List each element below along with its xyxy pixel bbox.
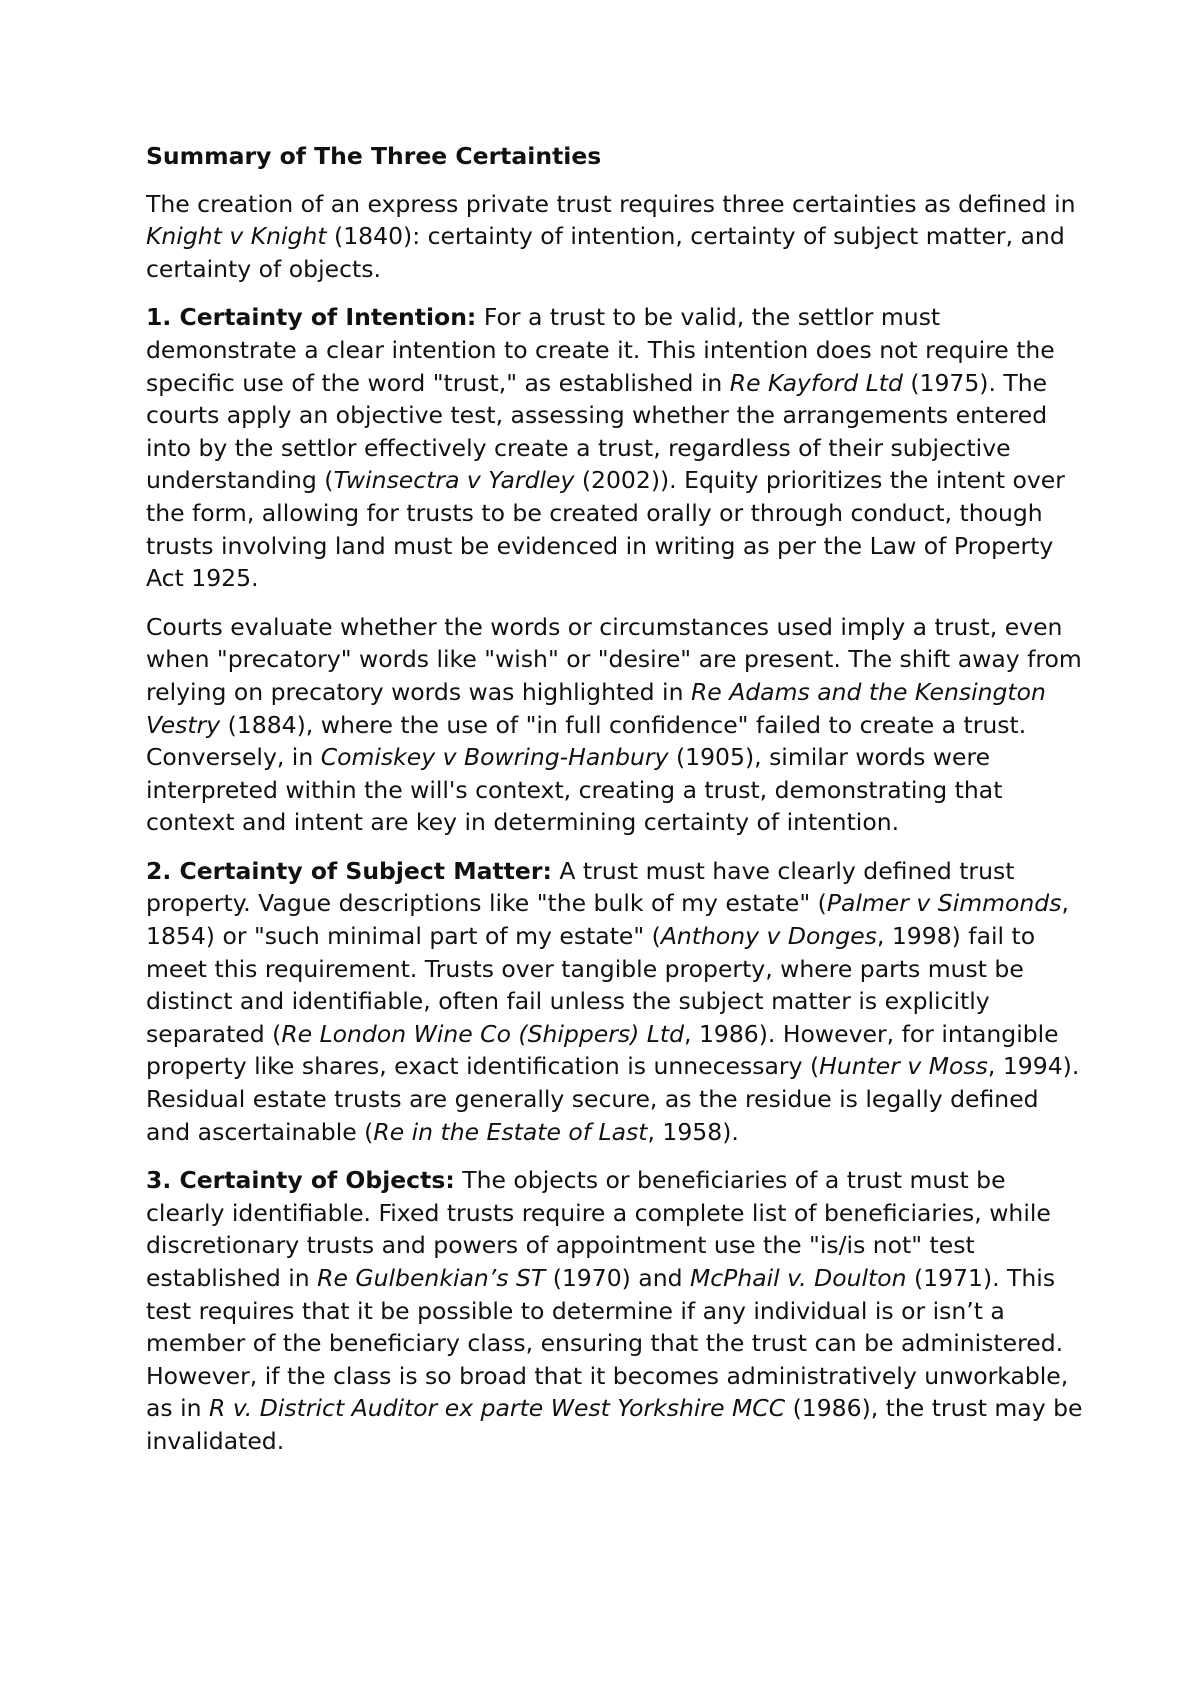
body-text: (1986), the trust may be invalidated. [146, 1394, 1083, 1455]
section-heading: 2. Certainty of Subject Matter: [146, 856, 552, 885]
case-citation: Re Gulbenkian’s ST [317, 1264, 546, 1292]
document-page [146, 140, 1086, 1474]
body-text: (1971). This test requires that it be possible to determine if any individual is or isn’t a member of the beneficiary class, ensuring that the trust can be administered. However, if the class is so broad that it becomes administratively unworkable, as in [146, 1264, 1069, 1423]
case-citation: Anthony v Donges [660, 922, 877, 951]
body-text: , 1958). [647, 1117, 739, 1146]
case-citation: McPhail v. Doulton [689, 1264, 907, 1292]
body-text: For a trust to be valid, the settlor must demonstrate a clear intention to create it. This intention does not require the specific use of the word "trust," as established in [146, 303, 1055, 397]
objects-paragraph [146, 1164, 1086, 1457]
case-citation: Re in the Estate of Last [373, 1117, 648, 1146]
intro-text: (1840): certainty of intention, certainty of subject matter, and certainty of objects. [146, 222, 1065, 283]
body-text: Courts evaluate whether the words or circumstances used imply a trust, even when "precatory" words like "wish" or "desire" are present. The shift away from relying on precatory words was highlighted in [146, 612, 1082, 706]
section-heading: 1. Certainty of Intention: [146, 303, 477, 332]
body-text: (1905), similar words were interpreted within the will's context, creating a trust, demonstrating that context and intent are key in determining certainty of intention. [146, 743, 1003, 837]
case-citation: R v. District Auditor ex parte West Yorkshire MCC [209, 1394, 786, 1423]
case-citation: Re Kayford Ltd [729, 368, 903, 397]
body-text: , 1854) or "such minimal part of my estate" ( [146, 889, 1069, 951]
case-citation: Twinsectra v Yardley [333, 466, 575, 495]
body-text: , 1998) fail to meet this requirement. Trusts over tangible property, where parts must be distinct and identifiable, often fail unless the subject matter is explicitly separated ( [146, 922, 1036, 1048]
subject-matter-paragraph [146, 855, 1086, 1148]
case-citation: Palmer v Simmonds [826, 889, 1062, 918]
body-text: (1884), where the use of "in full confidence" failed to create a trust. Conversely, in [146, 710, 1027, 772]
case-citation: Knight v Knight [146, 222, 327, 251]
case-citation: Re London Wine Co (Shippers) Ltd [281, 1019, 685, 1048]
body-text: A trust must have clearly defined trust property. Vague descriptions like "the bulk of my estate" ( [146, 856, 1015, 918]
case-citation: Comiskey v Bowring-Hanbury [320, 743, 669, 772]
intro-paragraph [146, 188, 1086, 286]
body-text: (1970) and [545, 1264, 690, 1292]
intro-text: The creation of an express private trust requires three certainties as defined in [146, 189, 1076, 218]
precatory-paragraph [146, 611, 1086, 839]
intention-paragraph [146, 301, 1086, 594]
document-title: Summary of The Three Certainties [146, 142, 602, 170]
body-text: (1975). The courts apply an objective test, assessing whether the arrangements entered into by the settlor effectively create a trust, regardless of their subjective understanding ( [146, 368, 1048, 495]
section-heading: 3. Certainty of Objects: [146, 1166, 455, 1195]
body-text: , 1986). However, for intangible property like shares, exact identification is unnecessary ( [146, 1019, 1059, 1081]
body-text: (2002)). Equity prioritizes the intent over the form, allowing for trusts to be created orally or through conduct, though trusts involving land must be evidenced in writing as per the Law of Property Act 1925. [146, 466, 1065, 593]
body-text: The objects or beneficiaries of a trust must be clearly identifiable. Fixed trusts require a complete list of beneficiaries, while discretionary trusts and powers of appointment use the "is/is not" test established in [146, 1166, 1051, 1292]
case-citation: Hunter v Moss [819, 1052, 988, 1081]
case-citation: Re Adams and the Kensington Vestry [146, 677, 1046, 739]
body-text: , 1994). Residual estate trusts are generally secure, as the residue is legally defined and ascertainable ( [146, 1052, 1080, 1146]
